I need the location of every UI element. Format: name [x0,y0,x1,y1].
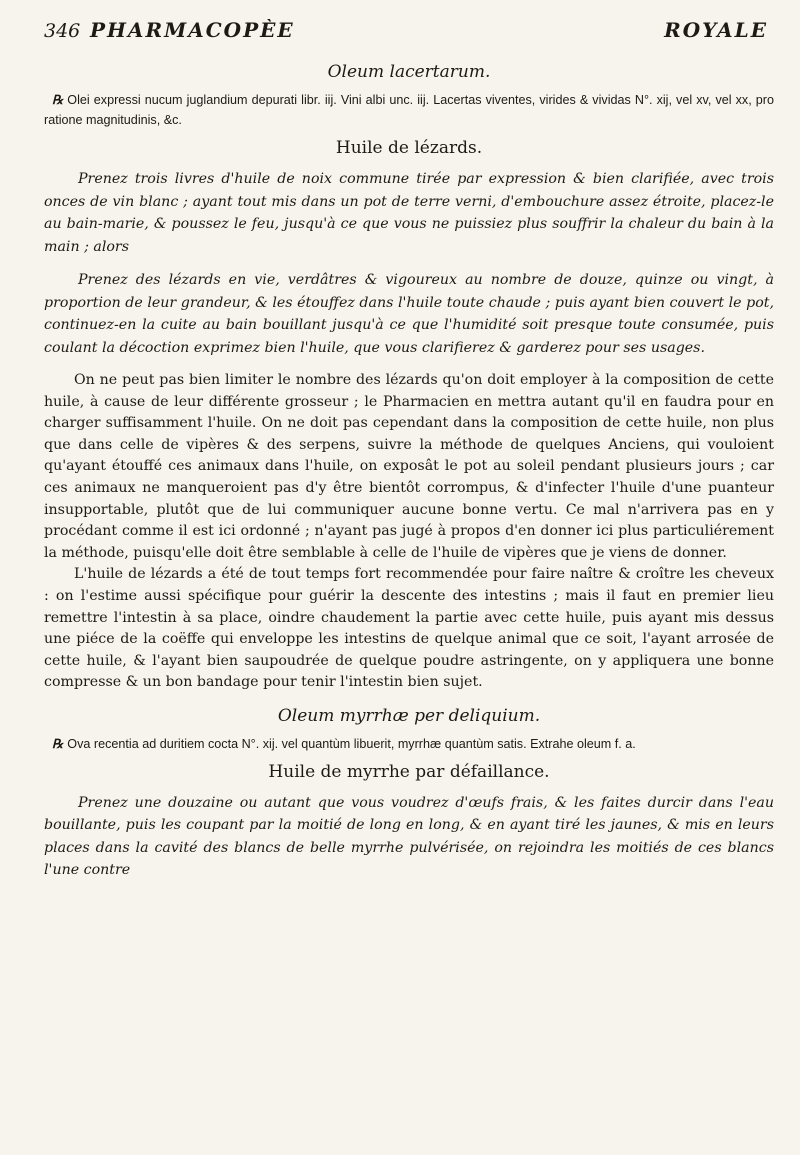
instruction-paragraph-1: Prenez trois livres d'huile de noix commune tirée par expression & bien clarifiée, avec trois onces de vin blanc ; ayant tout mis dans un pot de terre verni, d'embouchure assez étroite, placez-le au bain-marie, & poussez le feu, jusqu'à ce que vous ne puissiez plus souffrir la chaleur du bain à la main ; alors [44,171,774,255]
running-title-word-2: ROYALE [664,18,768,42]
latin-title-lacertarum: Oleum lacertarum. [327,62,491,82]
page-header [44,18,774,60]
rx-symbol: ℞ [52,736,64,751]
recipe-myrrhae [44,734,774,754]
page-number: 346 [44,20,81,42]
french-title-lezards: Huile de lézards. [335,138,483,158]
rx-symbol: ℞ [52,93,64,107]
french-title-myrrhe: Huile de myrrhe par défaillance. [268,761,550,782]
commentary-paragraph-2: L'huile de lézards a été de tout temps fort recommendée pour faire naître & croître les cheveux : on l'estime aussi spécifique pour guérir la descente des intestins ; mais il faut en premier lieu remettre l'intestin à sa place, oindre chaudement la partie avec cette huile, puis ayant mis dessus une piéce de la coëffe qui enveloppe les intestins de quelque animal que ce soit, l'ayant arrosée de cette huile, & l'ayant bien saupoudrée de quelque poudre astringente, on y appliquera une bonne compresse & un bon bandage pour tenir l'intestin bien sujet. [44,566,774,691]
recipe-lacertarum [44,90,774,130]
latin-title-myrrhae: Oleum myrrhæ per deliquium. [277,705,541,726]
commentary-paragraph-1: On ne peut pas bien limiter le nombre des lézards qu'on doit employer à la composition de cette huile, à cause de leur différente grosseur ; le Pharmacien en mettra autant qu'il en faudra pour en charger suffisamment l'huile. On ne doit pas cependant dans la composition de cette huile, non plus que dans celle de vipères & des serpens, suivre la méthode de quelques Anciens, qui vouloient qu'ayant étouffé ces animaux dans l'huile, on exposât le pot au soleil pendant plusieurs jours ; car ces animaux ne manqueroient pas d'y être bientôt corrompus, & d'infecter l'huile d'une puanteur insupportable, plutôt que de lui communiquer aucune bonne vertu. Ce mal n'arrivera pas en y procédant comme il est ici ordonné ; n'ayant pas jugé à propos d'en donner ici plus particuliérement la méthode, puisqu'elle doit être semblable à celle de l'huile de vipères que je viens de donner. [44,372,774,561]
running-title [90,18,774,42]
running-title-word-1: PHARMACOPÈE [90,18,295,42]
recipe-text: Ova recentia ad duritiem cocta N°. xij. vel quantùm libuerit, myrrhæ quantùm satis. Extrahe oleum f. a. [67,736,636,751]
recipe-text: Olei expressi nucum juglandium depurati libr. iij. Vini albi unc. iij. Lacertas viventes, virides & vividas N°. xij, vel xv, vel xx, pro ratione magnitudinis, &c. [44,93,774,127]
instruction-paragraph-2: Prenez des lézards en vie, verdâtres & vigoureux au nombre de douze, quinze ou vingt, à proportion de leur grandeur, & les étouffez dans l'huile toute chaude ; puis ayant bien couvert le pot, continuez-en la cuite au bain bouillant jusqu'à ce que l'humidité soit presque toute consumée, puis coulant la décoction exprimez bien l'huile, que vous clarifierez & garderez pour ses usages. [44,272,774,356]
instruction-paragraph-3: Prenez une douzaine ou autant que vous voudrez d'œufs frais, & les faites durcir dans l'eau bouillante, puis les coupant par la moitié de long en long, & en ayant tiré les jaunes, & mis en leurs places dans la cavité des blancs de belle myrrhe pulvérisée, on rejoindra les moitiés de ces blancs l'une contre [44,794,774,879]
